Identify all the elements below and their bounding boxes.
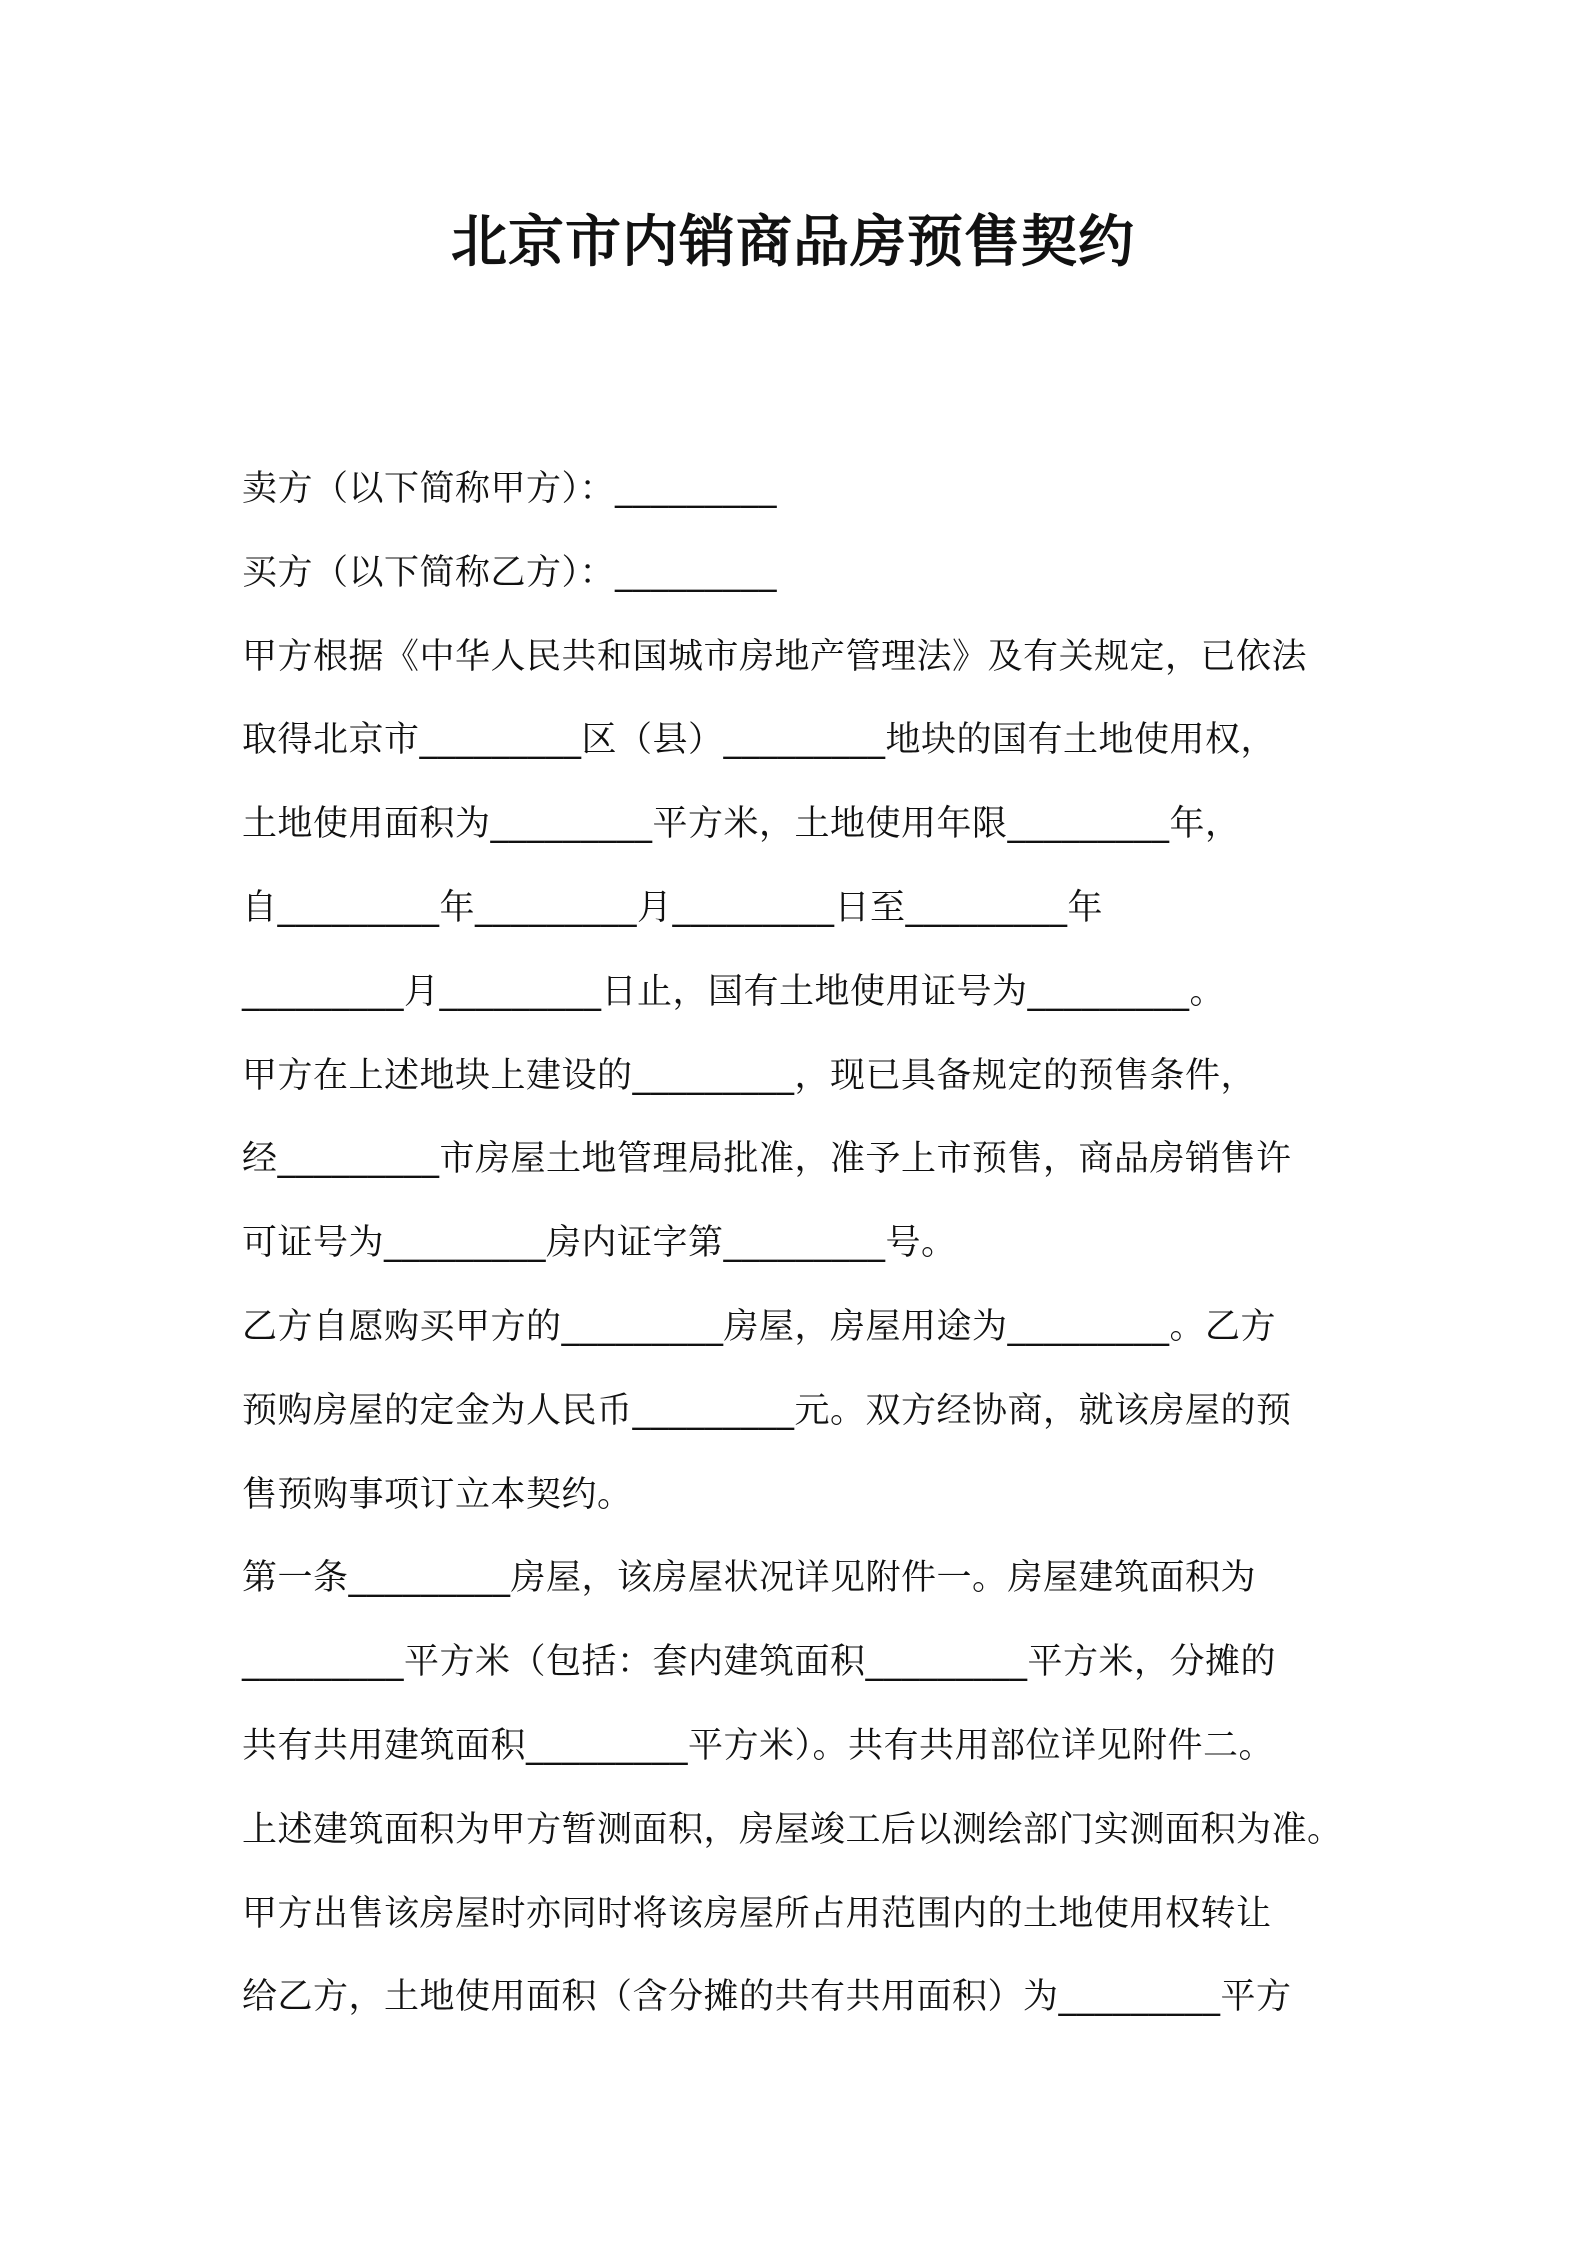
text-line: _________平方米（包括：套内建筑面积_________平方米，分摊的: [242, 1642, 1277, 1683]
text-line: _________月_________日止，国有土地使用证号为_________。: [242, 971, 1226, 1012]
text-line: 卖方（以下简称甲方）：_________: [242, 469, 778, 509]
text-line: 第一条_________房屋，该房屋状况详见附件一。房屋建筑面积为: [242, 1558, 1257, 1599]
text-line: 乙方自愿购买甲方的_________房屋，房屋用途为_________。乙方: [242, 1306, 1277, 1347]
text-line: 甲方在上述地块上建设的_________，现已具备规定的预售条件，: [242, 1055, 1257, 1096]
document-body: [242, 448, 1392, 2040]
text-line: 上述建筑面积为甲方暂测面积，房屋竣工后以测绘部门实测面积为准。: [242, 1809, 1343, 1850]
text-line: 预购房屋的定金为人民币_________元。双方经协商，就该房屋的预: [242, 1390, 1292, 1431]
text-line: 买方（以下简称乙方）：_________: [242, 552, 778, 593]
text-line: 取得北京市_________区（县）_________地块的国有土地使用权，: [242, 720, 1277, 761]
text-line: 可证号为_________房内证字第_________号。: [242, 1223, 957, 1264]
text-line: 经_________市房屋土地管理局批准，准予上市预售，商品房销售许: [242, 1139, 1292, 1180]
text-line: 共有共用建筑面积_________平方米）。共有共用部位详见附件二。: [242, 1725, 1275, 1766]
text-line: 自_________年_________月_________日至_________年: [242, 887, 1104, 928]
document-title: 北京市内销商品房预售契约: [451, 210, 1135, 275]
text-line: 甲方出售该房屋时亦同时将该房屋所占用范围内的土地使用权转让: [242, 1893, 1272, 1934]
text-line: 甲方根据《中华人民共和国城市房地产管理法》及有关规定，已依法: [242, 636, 1308, 677]
text-line: 土地使用面积为_________平方米，土地使用年限_________年，: [242, 804, 1241, 845]
text-line: 售预购事项订立本契约。: [242, 1474, 633, 1515]
text-line: 给乙方，土地使用面积（含分摊的共有共用面积）为_________平方: [242, 1977, 1292, 2018]
